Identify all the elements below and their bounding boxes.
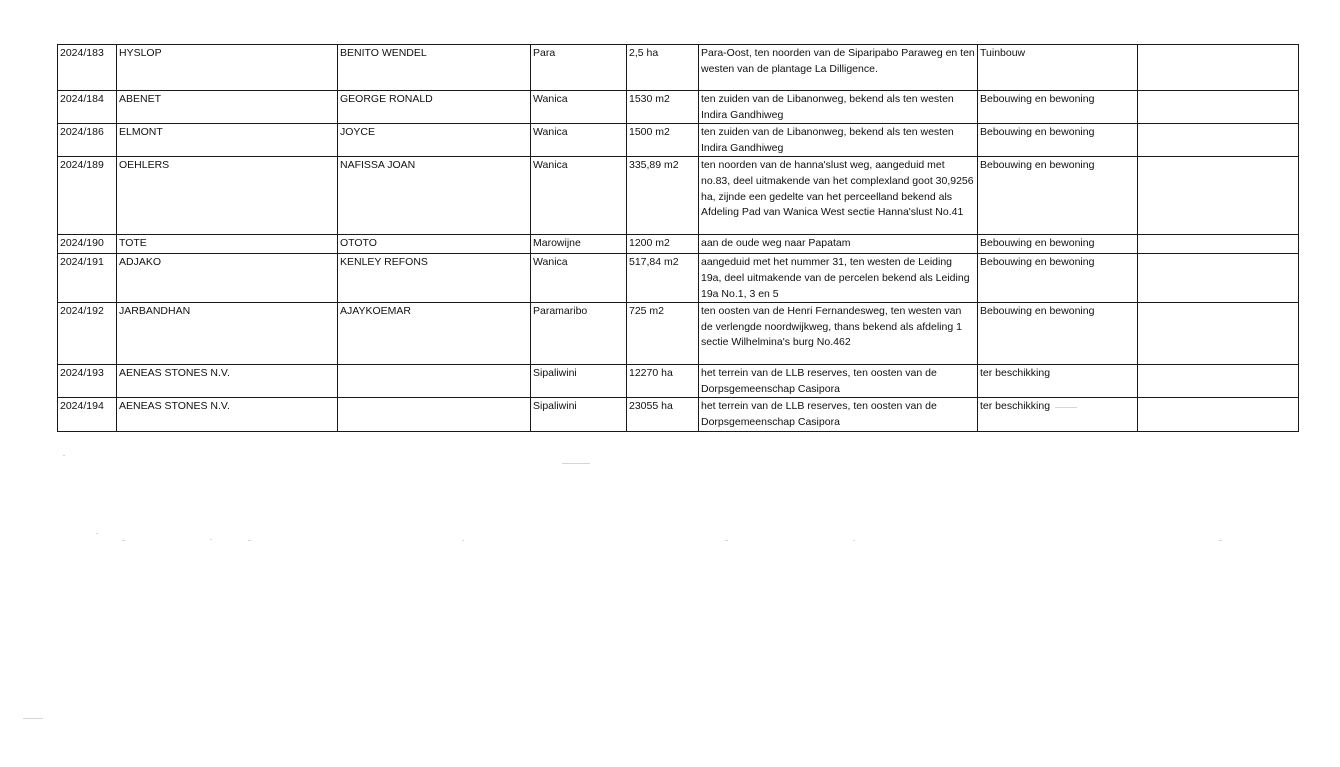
cell-size: 335,89 m2: [627, 157, 699, 235]
cell-use: Bebouwing en bewoning: [978, 254, 1138, 303]
cell-first-names: BENITO WENDEL: [338, 45, 531, 91]
cell-first-names: KENLEY REFONS: [338, 254, 531, 303]
cell-location: het terrein van de LLB reserves, ten oosten van de Dorpsgemeenschap Casipora: [699, 365, 978, 398]
cell-location: het terrein van de LLB reserves, ten oosten van de Dorpsgemeenschap Casipora: [699, 398, 978, 431]
cell-first-names: GEORGE RONALD: [338, 91, 531, 124]
cell-number: 2024/183: [58, 45, 117, 91]
cell-number: 2024/191: [58, 254, 117, 303]
cell-location: Para-Oost, ten noorden van de Siparipabo Paraweg en ten westen van de plantage La Dilligence.: [699, 45, 978, 91]
cell-extra: [1138, 124, 1299, 157]
land-allocation-table: [57, 44, 1299, 432]
cell-district: Wanica: [531, 91, 627, 124]
cell-size: 12270 ha: [627, 365, 699, 398]
cell-district: Sipaliwini: [531, 365, 627, 398]
cell-surname: AENEAS STONES N.V.: [117, 365, 338, 398]
cell-first-names: [338, 398, 531, 431]
cell-location: aan de oude weg naar Papatam: [699, 235, 978, 254]
cell-use: Bebouwing en bewoning: [978, 91, 1138, 124]
cell-number: 2024/189: [58, 157, 117, 235]
table-row: [58, 91, 1299, 124]
cell-district: Sipaliwini: [531, 398, 627, 431]
cell-size: 23055 ha: [627, 398, 699, 431]
cell-size: 1530 m2: [627, 91, 699, 124]
cell-location: ten oosten van de Henri Fernandesweg, ten westen van de verlengde noordwijkweg, thans bekend als afdeling 1 sectie Wilhelmina's burg No.462: [699, 303, 978, 365]
register-sheet: [57, 44, 1298, 432]
cell-number: 2024/192: [58, 303, 117, 365]
table-row: [58, 45, 1299, 91]
table-row: [58, 303, 1299, 365]
cell-extra: [1138, 91, 1299, 124]
table-row: [58, 235, 1299, 254]
cell-district: Wanica: [531, 254, 627, 303]
cell-first-names: OTOTO: [338, 235, 531, 254]
cell-size: 1200 m2: [627, 235, 699, 254]
cell-surname: HYSLOP: [117, 45, 338, 91]
cell-district: Wanica: [531, 124, 627, 157]
cell-surname: TOTE: [117, 235, 338, 254]
cell-first-names: NAFISSA JOAN: [338, 157, 531, 235]
cell-use: Tuinbouw: [978, 45, 1138, 91]
cell-use: ter beschikking: [978, 365, 1138, 398]
cell-number: 2024/193: [58, 365, 117, 398]
cell-number: 2024/190: [58, 235, 117, 254]
cell-use: Bebouwing en bewoning: [978, 303, 1138, 365]
cell-district: Paramaribo: [531, 303, 627, 365]
cell-location: ten noorden van de hanna'slust weg, aangeduid met no.83, deel uitmakende van het complexland goot 30,9256 ha, zijnde een gedelte van het perceelland bekend als Afdeling Pad van Wanica West sectie Hanna'slust No.41: [699, 157, 978, 235]
cell-extra: [1138, 45, 1299, 91]
cell-number: 2024/184: [58, 91, 117, 124]
cell-use: Bebouwing en bewoning: [978, 157, 1138, 235]
table-row: [58, 124, 1299, 157]
cell-number: 2024/194: [58, 398, 117, 431]
cell-surname: OEHLERS: [117, 157, 338, 235]
cell-surname: JARBANDHAN: [117, 303, 338, 365]
cell-extra: [1138, 365, 1299, 398]
table-row: [58, 157, 1299, 235]
cell-extra: [1138, 157, 1299, 235]
cell-location: ten zuiden van de Libanonweg, bekend als ten westen Indira Gandhiweg: [699, 124, 978, 157]
cell-size: 2,5 ha: [627, 45, 699, 91]
cell-surname: AENEAS STONES N.V.: [117, 398, 338, 431]
cell-use: ter beschikking: [978, 398, 1138, 431]
cell-surname: ELMONT: [117, 124, 338, 157]
cell-use: Bebouwing en bewoning: [978, 124, 1138, 157]
cell-size: 1500 m2: [627, 124, 699, 157]
cell-extra: [1138, 235, 1299, 254]
cell-district: Marowijne: [531, 235, 627, 254]
cell-district: Para: [531, 45, 627, 91]
cell-first-names: JOYCE: [338, 124, 531, 157]
cell-size: 517,84 m2: [627, 254, 699, 303]
cell-extra: [1138, 398, 1299, 431]
cell-district: Wanica: [531, 157, 627, 235]
cell-first-names: AJAYKOEMAR: [338, 303, 531, 365]
cell-size: 725 m2: [627, 303, 699, 365]
cell-use: Bebouwing en bewoning: [978, 235, 1138, 254]
cell-location: ten zuiden van de Libanonweg, bekend als ten westen Indira Gandhiweg: [699, 91, 978, 124]
cell-extra: [1138, 254, 1299, 303]
table-row: [58, 365, 1299, 398]
table-row: [58, 398, 1299, 431]
cell-extra: [1138, 303, 1299, 365]
cell-surname: ADJAKO: [117, 254, 338, 303]
cell-surname: ABENET: [117, 91, 338, 124]
cell-first-names: [338, 365, 531, 398]
cell-location: aangeduid met het nummer 31, ten westen de Leiding 19a, deel uitmakende van de percelen bekend als Leiding 19a No.1, 3 en 5: [699, 254, 978, 303]
table-row: [58, 254, 1299, 303]
cell-number: 2024/186: [58, 124, 117, 157]
